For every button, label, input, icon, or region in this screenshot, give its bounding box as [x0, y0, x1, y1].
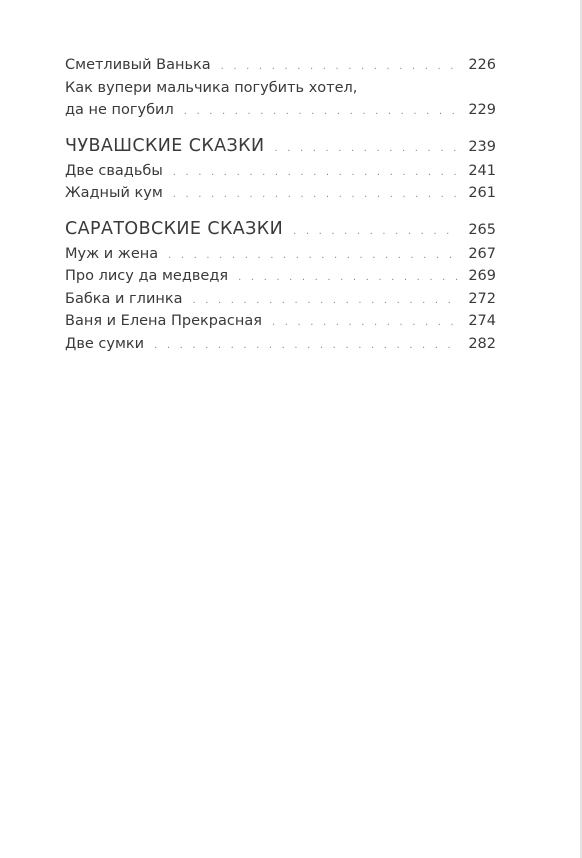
table-of-contents [65, 54, 496, 355]
dot-leader [168, 245, 458, 268]
toc-entry-page: 269 [468, 268, 496, 284]
toc-section-heading[interactable] [65, 216, 496, 243]
toc-entry-page: 261 [468, 185, 496, 201]
toc-entry-page: 267 [468, 245, 496, 262]
dot-leader [173, 162, 459, 185]
dot-leader [154, 335, 458, 358]
dot-leader [238, 267, 458, 290]
toc-entry-title: Сметливый Ванька [65, 57, 211, 73]
section-heading-page: 265 [468, 221, 496, 238]
dot-leader [184, 101, 459, 124]
toc-entry-page: 274 [468, 313, 496, 329]
toc-entry-title: Про лису да медведя [65, 268, 229, 284]
toc-entry[interactable] [65, 288, 496, 311]
section-heading-title: ЧУВАШСКИЕ СКАЗКИ [65, 135, 265, 156]
toc-entry-title: Жадный кум [65, 185, 163, 201]
toc-entry-first-line[interactable] [65, 77, 496, 100]
toc-entry[interactable] [65, 182, 496, 205]
dot-leader [272, 312, 458, 335]
toc-entry[interactable] [65, 310, 496, 333]
toc-entry-page: 229 [468, 102, 496, 118]
dot-leader [173, 184, 459, 207]
toc-entry-title: Бабка и глинка [65, 290, 183, 307]
toc-entry-title: Ваня и Елена Прекрасная [65, 313, 262, 329]
dot-leader [293, 221, 458, 244]
toc-entry-title: Как вупери мальчика погубить хотел, [65, 79, 358, 96]
toc-entry[interactable] [65, 243, 496, 266]
toc-entry-title: Две свадьбы [65, 162, 163, 179]
dot-leader [274, 138, 458, 161]
toc-entry[interactable] [65, 99, 496, 122]
toc-entry-page: 241 [468, 162, 496, 179]
toc-section-heading[interactable] [65, 133, 496, 160]
toc-entry[interactable] [65, 333, 496, 356]
toc-entry[interactable] [65, 160, 496, 183]
toc-entry-page: 282 [468, 335, 496, 352]
toc-entry-page: 226 [468, 57, 496, 73]
section-heading-page: 239 [468, 138, 496, 155]
dot-leader [193, 290, 459, 313]
toc-entry[interactable] [65, 54, 496, 77]
toc-entry[interactable] [65, 265, 496, 288]
toc-entry-title-continued: да не погубил [65, 102, 174, 118]
section-heading-title: САРАТОВСКИЕ СКАЗКИ [65, 218, 284, 239]
toc-entry-title: Две сумки [65, 335, 145, 352]
dot-leader [221, 56, 459, 79]
toc-entry-page: 272 [468, 290, 496, 307]
toc-entry-title: Муж и жена [65, 245, 159, 262]
